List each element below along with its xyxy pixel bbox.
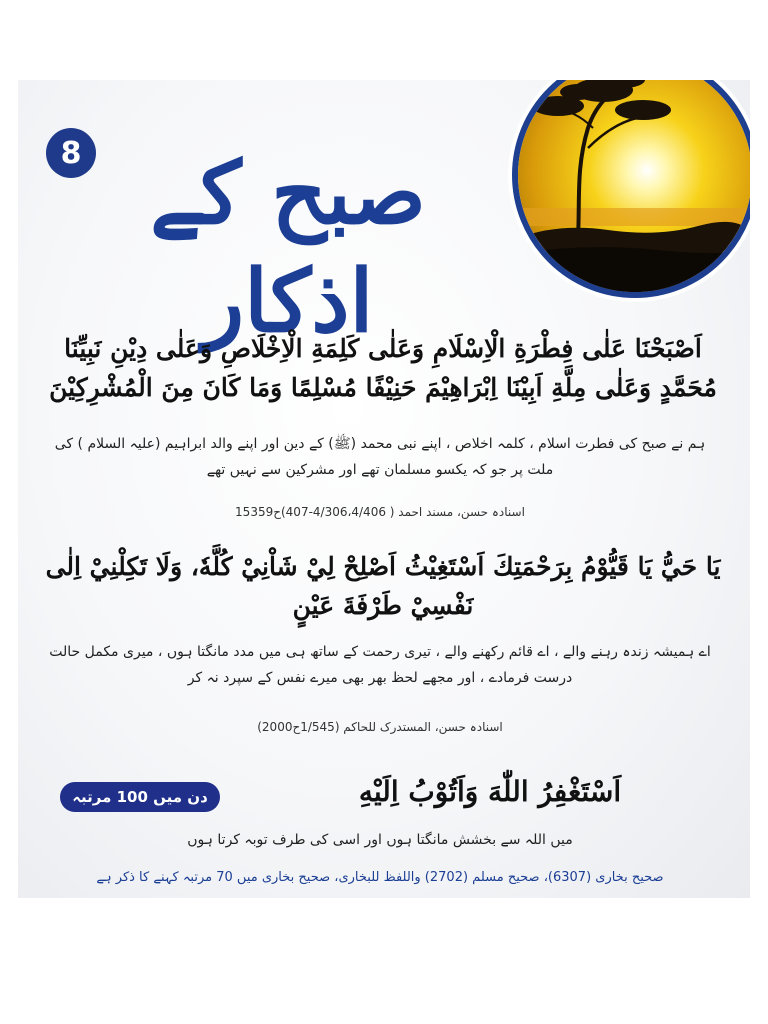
dhikr-3-translation: میں اللہ سے بخشش مانگتا ہوں اور اسی کی طرف توبہ کرتا ہوں xyxy=(187,832,573,848)
dhikr-1-arabic: اَصْبَحْنَا عَلٰى فِطْرَةِ الْاِسْلَامِ وَعَلٰى كَلِمَةِ الْاِخْلَاصِ وَعَلٰى دِيْنِ نَبِيِّنَا مُحَمَّدٍ وَعَلٰى مِلَّةِ اَبِيْنَا اِبْرَاهِيْمَ حَنِيْفًا مُسْلِمًا وَمَا كَانَ مِنَ الْمُشْرِكِيْنَ xyxy=(49,334,717,402)
dhikr-2-translation: اے ہمیشہ زندہ رہنے والے ، اے قائم رکھنے والے ، تیری رحمت کے ساتھ ہی میں مدد مانگتا ہوں ، میری مکمل حالت درست فرمادے ، اور مجھے لحظ بھر بھی میرے نفس کے سپرد نہ کر xyxy=(49,644,711,686)
dhikr-1-reference: اسنادہ حسن، مسند احمد ( 4/306،4/406-407)ح15359 xyxy=(235,505,525,519)
page-title: صبح کے اذکار xyxy=(150,143,426,352)
page-number-badge: 8 xyxy=(46,128,96,178)
dhikr-3-reference: صحیح بخاری (6307)، صحیح مسلم (2702) واللفظ للبخاری، صحیح بخاری میں 70 مرتبہ کہنے کا ذکر ہے xyxy=(96,870,664,885)
dhikr-3-arabic: اَسْتَغْفِرُ اللّٰهَ وَاَتُوْبُ اِلَيْهِ xyxy=(358,775,622,808)
sunset-image xyxy=(512,80,750,298)
dhikr-2-reference: اسنادہ حسن، المستدرک للحاکم (1/545ح2000) xyxy=(257,720,503,734)
adhkar-card xyxy=(18,80,750,898)
dhikr-2-arabic: يَا حَيُّ يَا قَيُّوْمُ بِرَحْمَتِكَ اَسْتَغِيْثُ اَصْلِحْ لِيْ شَاْنِيْ كُلَّهٗ، وَلَا تَكِلْنِيْ اِلٰى نَفْسِيْ طَرْفَةَ عَيْنٍ xyxy=(45,552,721,620)
count-label-pill: دن میں 100 مرتبہ xyxy=(60,782,220,812)
sunset-illustration xyxy=(518,80,750,292)
dhikr-1-translation: ہم نے صبح کی فطرت اسلام ، کلمہ اخلاص ، اپنے نبی محمد (ﷺ) کے دین اور اپنے والد ابراہیم (علیہ السلام ) کی ملت پر جو کہ یکسو مسلمان تھے اور مشرکین سے نہیں تھے xyxy=(54,436,706,478)
